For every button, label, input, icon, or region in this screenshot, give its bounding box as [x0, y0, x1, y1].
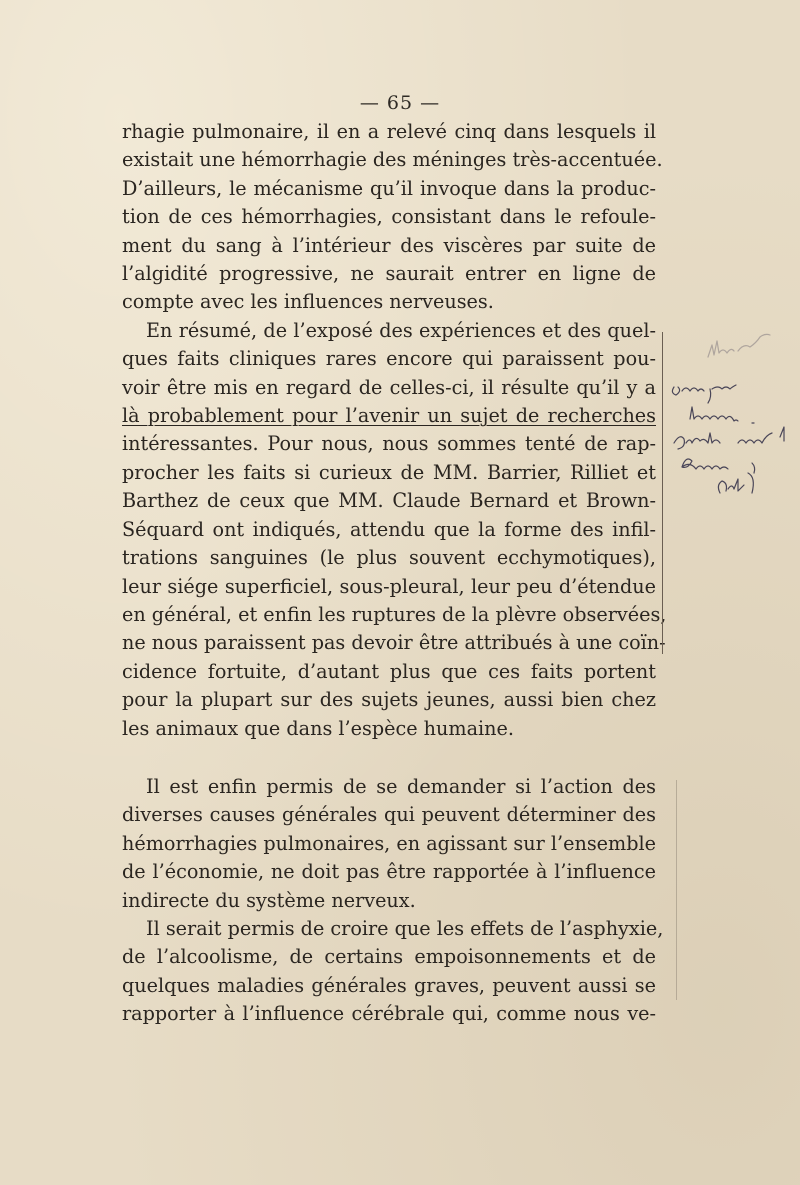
text-line: trations sanguines (le plus souvent ecchymotiques), — [122, 546, 656, 570]
text-line: rapporter à l’influence cérébrale qui, comme nous ve- — [122, 1002, 656, 1026]
text-line: hémorrhagies pulmonaires, en agissant sur l’ensemble — [122, 831, 656, 855]
paragraph-3 — [122, 773, 656, 915]
text-line: indirecte du système nerveux. — [122, 888, 416, 912]
underlined-text-line: là probablement pour l’avenir un sujet de recherches — [122, 404, 656, 428]
text-line: les animaux que dans l’espèce humaine. — [122, 716, 514, 740]
margin-bracket — [662, 332, 667, 654]
text-line: ne nous paraissent pas devoir être attribués à une coïn- — [122, 631, 666, 655]
body-text — [122, 118, 667, 1029]
text-line: Barthez de ceux que MM. Claude Bernard et Brown- — [122, 489, 656, 513]
text-line: compte avec les influences nerveuses. — [122, 290, 494, 314]
text-line: l’algidité progressive, ne saurait entrer en ligne de — [122, 262, 656, 286]
text-line: pour la plupart sur des sujets jeunes, aussi bien chez — [122, 688, 656, 712]
text-line: ment du sang à l’intérieur des viscères par suite de — [122, 233, 656, 257]
text-line: cidence fortuite, d’autant plus que ces faits portent — [122, 659, 656, 683]
text-line: En résumé, de l’exposé des expériences et des quel- — [146, 318, 656, 342]
page-number: — 65 — — [359, 92, 441, 114]
text-line: existait une hémorrhagie des méninges très-accentuée. — [122, 148, 663, 172]
text-line: tion de ces hémorrhagies, consistant dans le refoule- — [122, 205, 656, 229]
text-line: leur siége superficiel, sous-pleural, leur peu d’étendue — [122, 574, 656, 598]
text-line: quelques maladies générales graves, peuvent aussi se — [122, 973, 656, 997]
handwritten-note-scribble — [668, 325, 800, 525]
text-line: voir être mis en regard de celles-ci, il résulte qu’il y a — [122, 375, 656, 399]
text-line: Il serait permis de croire que les effets de l’asphyxie, — [146, 916, 664, 940]
text-line: Il est enfin permis de se demander si l’action des — [146, 774, 656, 798]
text-line: de l’alcoolisme, de certains empoisonnements et de — [122, 945, 656, 969]
text-line: diverses causes générales qui peuvent déterminer des — [122, 803, 656, 827]
margin-rule-faint — [676, 780, 681, 1000]
text-line: procher les faits si curieux de MM. Barrier, Rilliet et — [122, 460, 656, 484]
underlined-text-line: intéressantes. Pour nous, nous sommes tenté de rap- — [122, 432, 656, 456]
text-line: en général, et enfin les ruptures de la plèvre observées, — [122, 602, 667, 626]
text-line: Séquard ont indiqués, attendu que la forme des infil- — [122, 517, 656, 541]
handwritten-marginal-note — [668, 325, 800, 525]
text-line: D’ailleurs, le mécanisme qu’il invoque dans la produc- — [122, 176, 656, 200]
paragraph-1 — [122, 118, 663, 317]
text-line: ques faits cliniques rares encore qui paraissent pou- — [122, 347, 656, 371]
paragraph-4 — [122, 915, 664, 1029]
paragraph-2 — [122, 317, 667, 743]
text-line: rhagie pulmonaire, il en a relevé cinq dans lesquels il — [122, 120, 656, 143]
text-line: de l’économie, ne doit pas être rapportée à l’influence — [122, 860, 656, 884]
